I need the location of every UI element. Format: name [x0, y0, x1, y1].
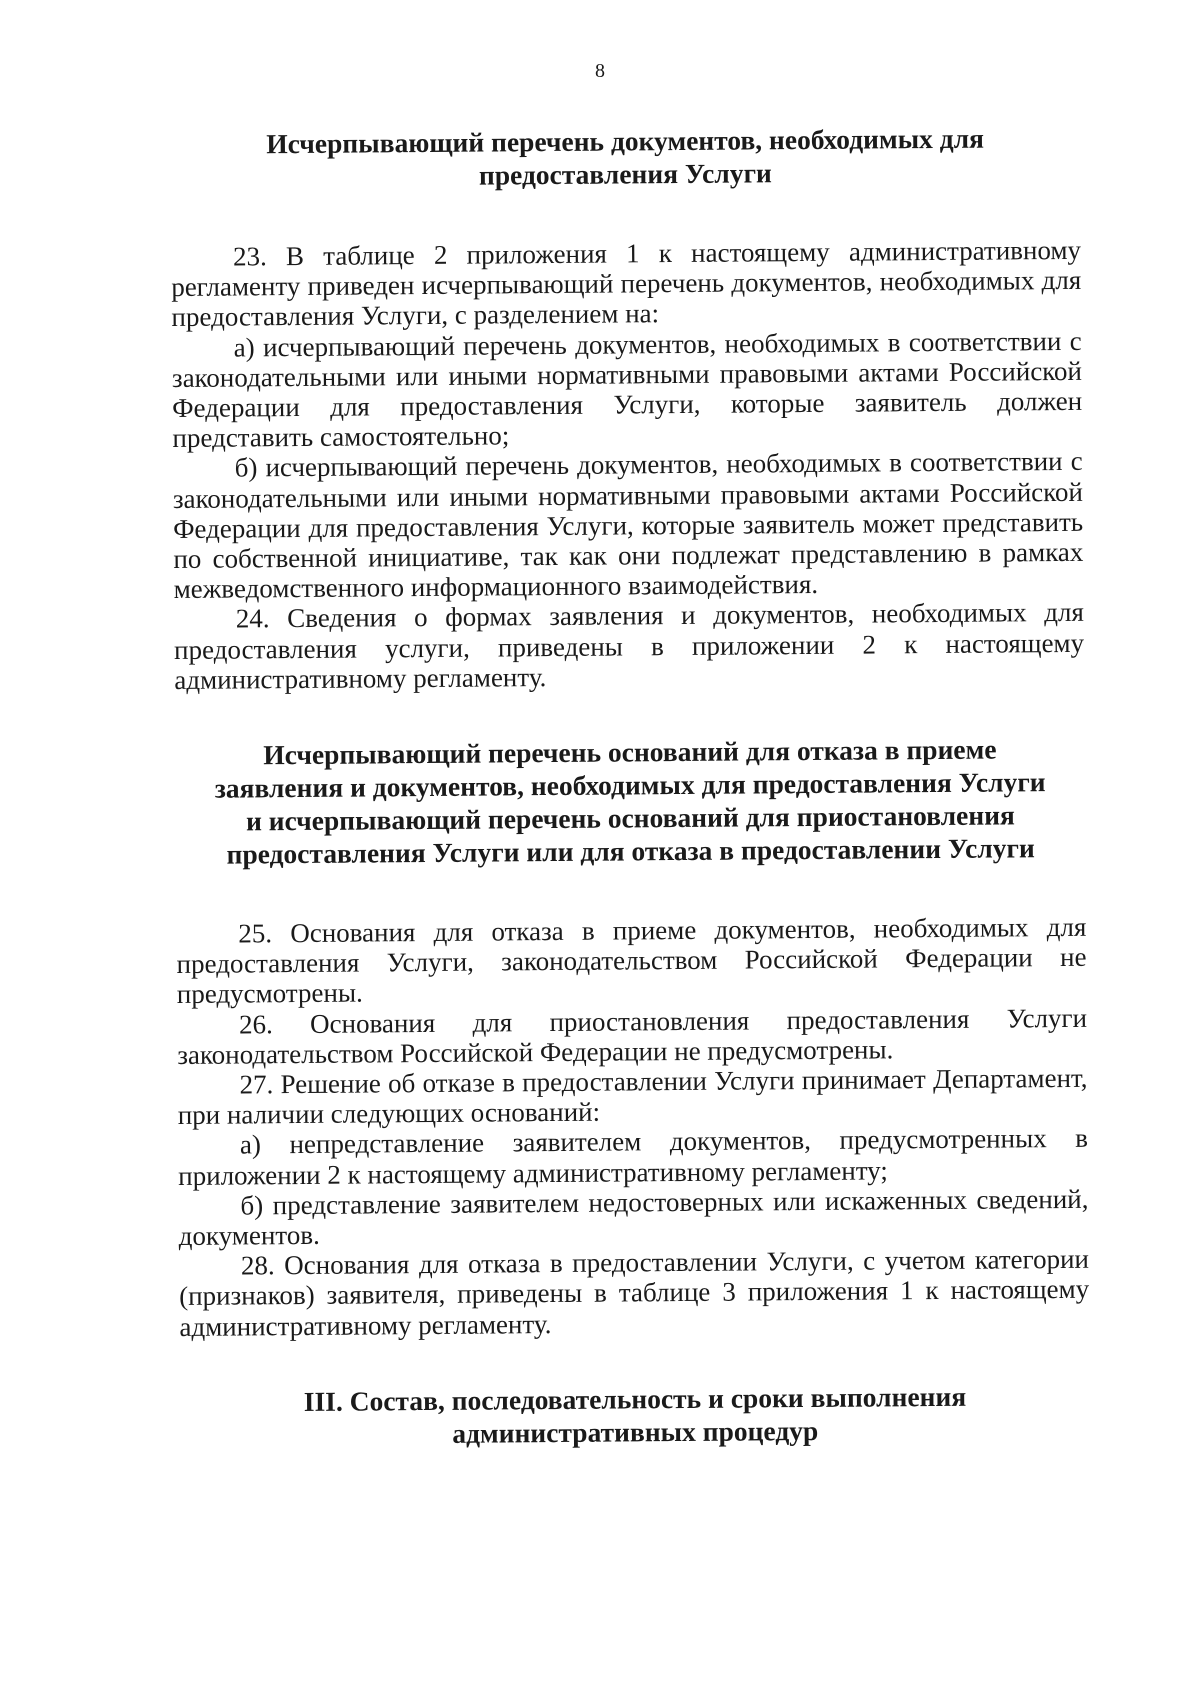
- section-heading-refusal-grounds: [175, 732, 1086, 871]
- spacer: [176, 864, 1086, 919]
- section-heading-administrative-procedures: [180, 1379, 1090, 1452]
- paragraph-25: 25. Основания для отказа в приеме документов, необходимых для предоставления Услуги, законодательством Российской Федерации не предусмотрены.: [176, 911, 1087, 1010]
- paragraph-27-a: а) непредставление заявителем документов, предусмотренных в приложении 2 к настоящему административному регламенту;: [178, 1123, 1089, 1191]
- heading-line: Исчерпывающий перечень оснований для отказа в приеме: [263, 733, 997, 771]
- heading-line: предоставления Услуги или для отказа в предоставлении Услуги: [226, 832, 1035, 870]
- paragraph-28: 28. Основания для отказа в предоставлении Услуги, с учетом категории (признаков) заявителя, приведены в таблице 3 приложения 1 к настоящему административному регламенту.: [179, 1244, 1090, 1342]
- spacer: [171, 187, 1081, 242]
- spacer: [174, 688, 1084, 739]
- paragraph-23-b: б) исчерпывающий перечень документов, необходимых в соответствии с законодательными или иными нормативными правовыми актами Российской Федерации для предоставления Услуги, которые заявитель может представить по собственной инициативе, так как они подлежат представлению в рамках межведомственного информационного взаимодействия.: [172, 446, 1084, 605]
- heading-line: III. Состав, последовательность и сроки выполнения: [303, 1380, 967, 1417]
- paragraph-27-b: б) представление заявителем недостоверных или искаженных сведений, документов.: [178, 1183, 1089, 1252]
- paragraph-24: 24. Сведения о формах заявления и документов, необходимых для предоставления услуги, приведены в приложении 2 к настоящему административному регламенту.: [173, 597, 1085, 695]
- heading-line: административных процедур: [452, 1414, 819, 1449]
- section-heading-required-documents: [170, 121, 1080, 194]
- page-number: 8: [595, 60, 605, 82]
- heading-line: заявления и документов, необходимых для предоставления Услуги: [214, 766, 1046, 804]
- document-body: [170, 121, 1090, 1452]
- heading-line: Исчерпывающий перечень документов, необходимых для: [266, 122, 985, 160]
- heading-line: и исчерпывающий перечень оснований для приостановления: [245, 799, 1015, 837]
- paragraph-27: 27. Решение об отказе в предоставлении Услуги принимает Департамент, при наличии следующих оснований:: [177, 1062, 1088, 1131]
- spacer: [180, 1335, 1090, 1386]
- paragraph-23: 23. В таблице 2 приложения 1 к настоящему административному регламенту приведен исчерпывающий перечень документов, необходимых для предоставления Услуги, с разделением на:: [171, 234, 1082, 333]
- paragraph-23-a: а) исчерпывающий перечень документов, необходимых в соответствии с законодательными или иными нормативными правовыми актами Российской Федерации для предоставления Услуги, которые заявитель должен представить самостоятельно;: [171, 325, 1083, 454]
- heading-line: предоставления Услуги: [478, 157, 772, 191]
- paragraph-26: 26. Основания для приостановления предоставления Услуги законодательством Российской Федерации не предусмотрены.: [177, 1002, 1088, 1070]
